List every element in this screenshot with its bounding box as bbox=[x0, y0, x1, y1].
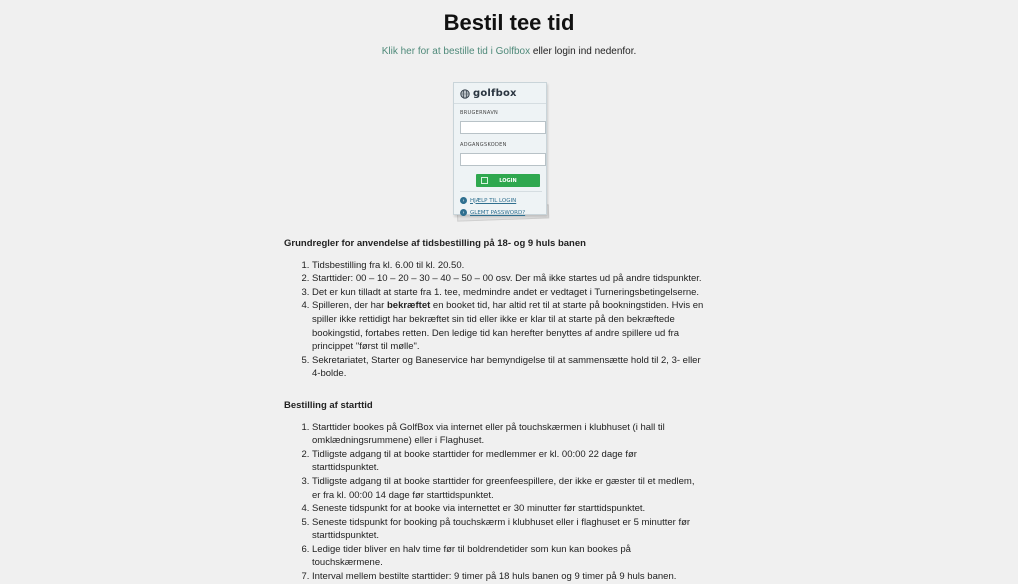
help-login-link[interactable] bbox=[460, 197, 546, 204]
intro-text bbox=[0, 46, 1018, 57]
golfbox-logo: golfbox bbox=[473, 87, 517, 99]
username-input[interactable] bbox=[460, 121, 546, 134]
booking-item: 4. Seneste tidspunkt for at booke via internettet er 30 minutter før starttidspunktet. bbox=[312, 502, 704, 516]
rules-heading: Grundregler for anvendelse af tidsbestilling på 18- og 9 huls banen bbox=[284, 238, 586, 249]
rules-item: 5. Sekretariatet, Starter og Baneservice har bemyndigelse til at sammensætte hold til 2, 3- eller 4-bolde. bbox=[312, 354, 704, 381]
rules-item-emphasis: bekræftet bbox=[386, 300, 431, 312]
booking-item: 6. Ledige tider bliver en halv time før til boldrendetider som kun kan bookes på touchskærmene. bbox=[312, 543, 704, 570]
booking-item: 7. Interval mellem bestilte starttider: 9 timer på 18 huls banen og 9 timer på 9 huls banen. bbox=[312, 570, 704, 584]
rules-item-text: en booket tid, har altid ret til at starte på bookningstiden. Hvis en spiller ikke rettidigt har bekræftet sin tid eller ikke er klar til at starte på den bekræftede bookingstid, fortabes retten. Den ledige tid kan herefter benyttes af andre spillere ud fra princippet "først til mølle". bbox=[312, 300, 704, 353]
login-button-label: LOGIN bbox=[499, 177, 517, 184]
globe-icon bbox=[460, 84, 470, 103]
rules-item bbox=[312, 299, 704, 353]
username-label: BRUGERNAVN bbox=[460, 110, 499, 116]
main-content bbox=[284, 237, 704, 584]
rules-list bbox=[284, 259, 704, 381]
forgot-password-label: GLEMT PASSWORD? bbox=[470, 209, 526, 216]
booking-item: 5. Seneste tidspunkt for booking på touchskærm i klubhuset eller i flaghuset er 5 minutter før starttidspunktet. bbox=[312, 516, 704, 543]
forgot-password-link[interactable] bbox=[460, 209, 546, 216]
arrow-icon: › bbox=[460, 197, 467, 204]
golfbox-booking-link[interactable]: Klik her for at bestille tid i Golfbox bbox=[381, 46, 531, 57]
booking-item: 2. Tidligste adgang til at booke starttider for medlemmer er kl. 00:00 22 dage før starttidspunktet. bbox=[312, 448, 704, 475]
password-input[interactable] bbox=[460, 153, 546, 166]
rules-item: 3. Det er kun tilladt at starte fra 1. tee, medmindre andet er vedtaget i Turneringsbetingelserne. bbox=[312, 286, 704, 300]
password-label: ADGANGSKODEN bbox=[460, 142, 507, 148]
golfbox-login-widget bbox=[453, 82, 547, 215]
booking-list bbox=[284, 421, 704, 584]
widget-divider bbox=[460, 191, 542, 192]
login-button[interactable] bbox=[476, 174, 540, 187]
rules-item: 2. Starttider: 00 – 10 – 20 – 30 – 40 – 50 – 00 osv. Der må ikke startes ud på andre tidspunkter. bbox=[312, 272, 704, 286]
booking-heading: Bestilling af starttid bbox=[284, 399, 373, 411]
booking-item: 1. Starttider bookes på GolfBox via internet eller på touchskærmen i klubhuset (i hall til omklædningsrummene) eller i Flaghuset. bbox=[312, 421, 704, 448]
rules-item: 1. Tidsbestilling fra kl. 6.00 til kl. 20.50. bbox=[312, 259, 704, 273]
page-title: Bestil tee tid bbox=[443, 10, 575, 35]
arrow-icon: › bbox=[460, 209, 467, 216]
lock-icon bbox=[481, 177, 488, 184]
booking-item: 3. Tidligste adgang til at booke starttider for greenfeespillere, der ikke er gæster til et medlem, er fra kl. 00:00 14 dage før starttidspunktet. bbox=[312, 475, 704, 502]
help-login-label: HJÆLP TIL LOGIN bbox=[470, 197, 517, 204]
intro-suffix: eller login ind nedenfor. bbox=[530, 46, 637, 57]
widget-header bbox=[454, 83, 546, 104]
rules-item-text: Spilleren, der har bbox=[312, 300, 387, 312]
